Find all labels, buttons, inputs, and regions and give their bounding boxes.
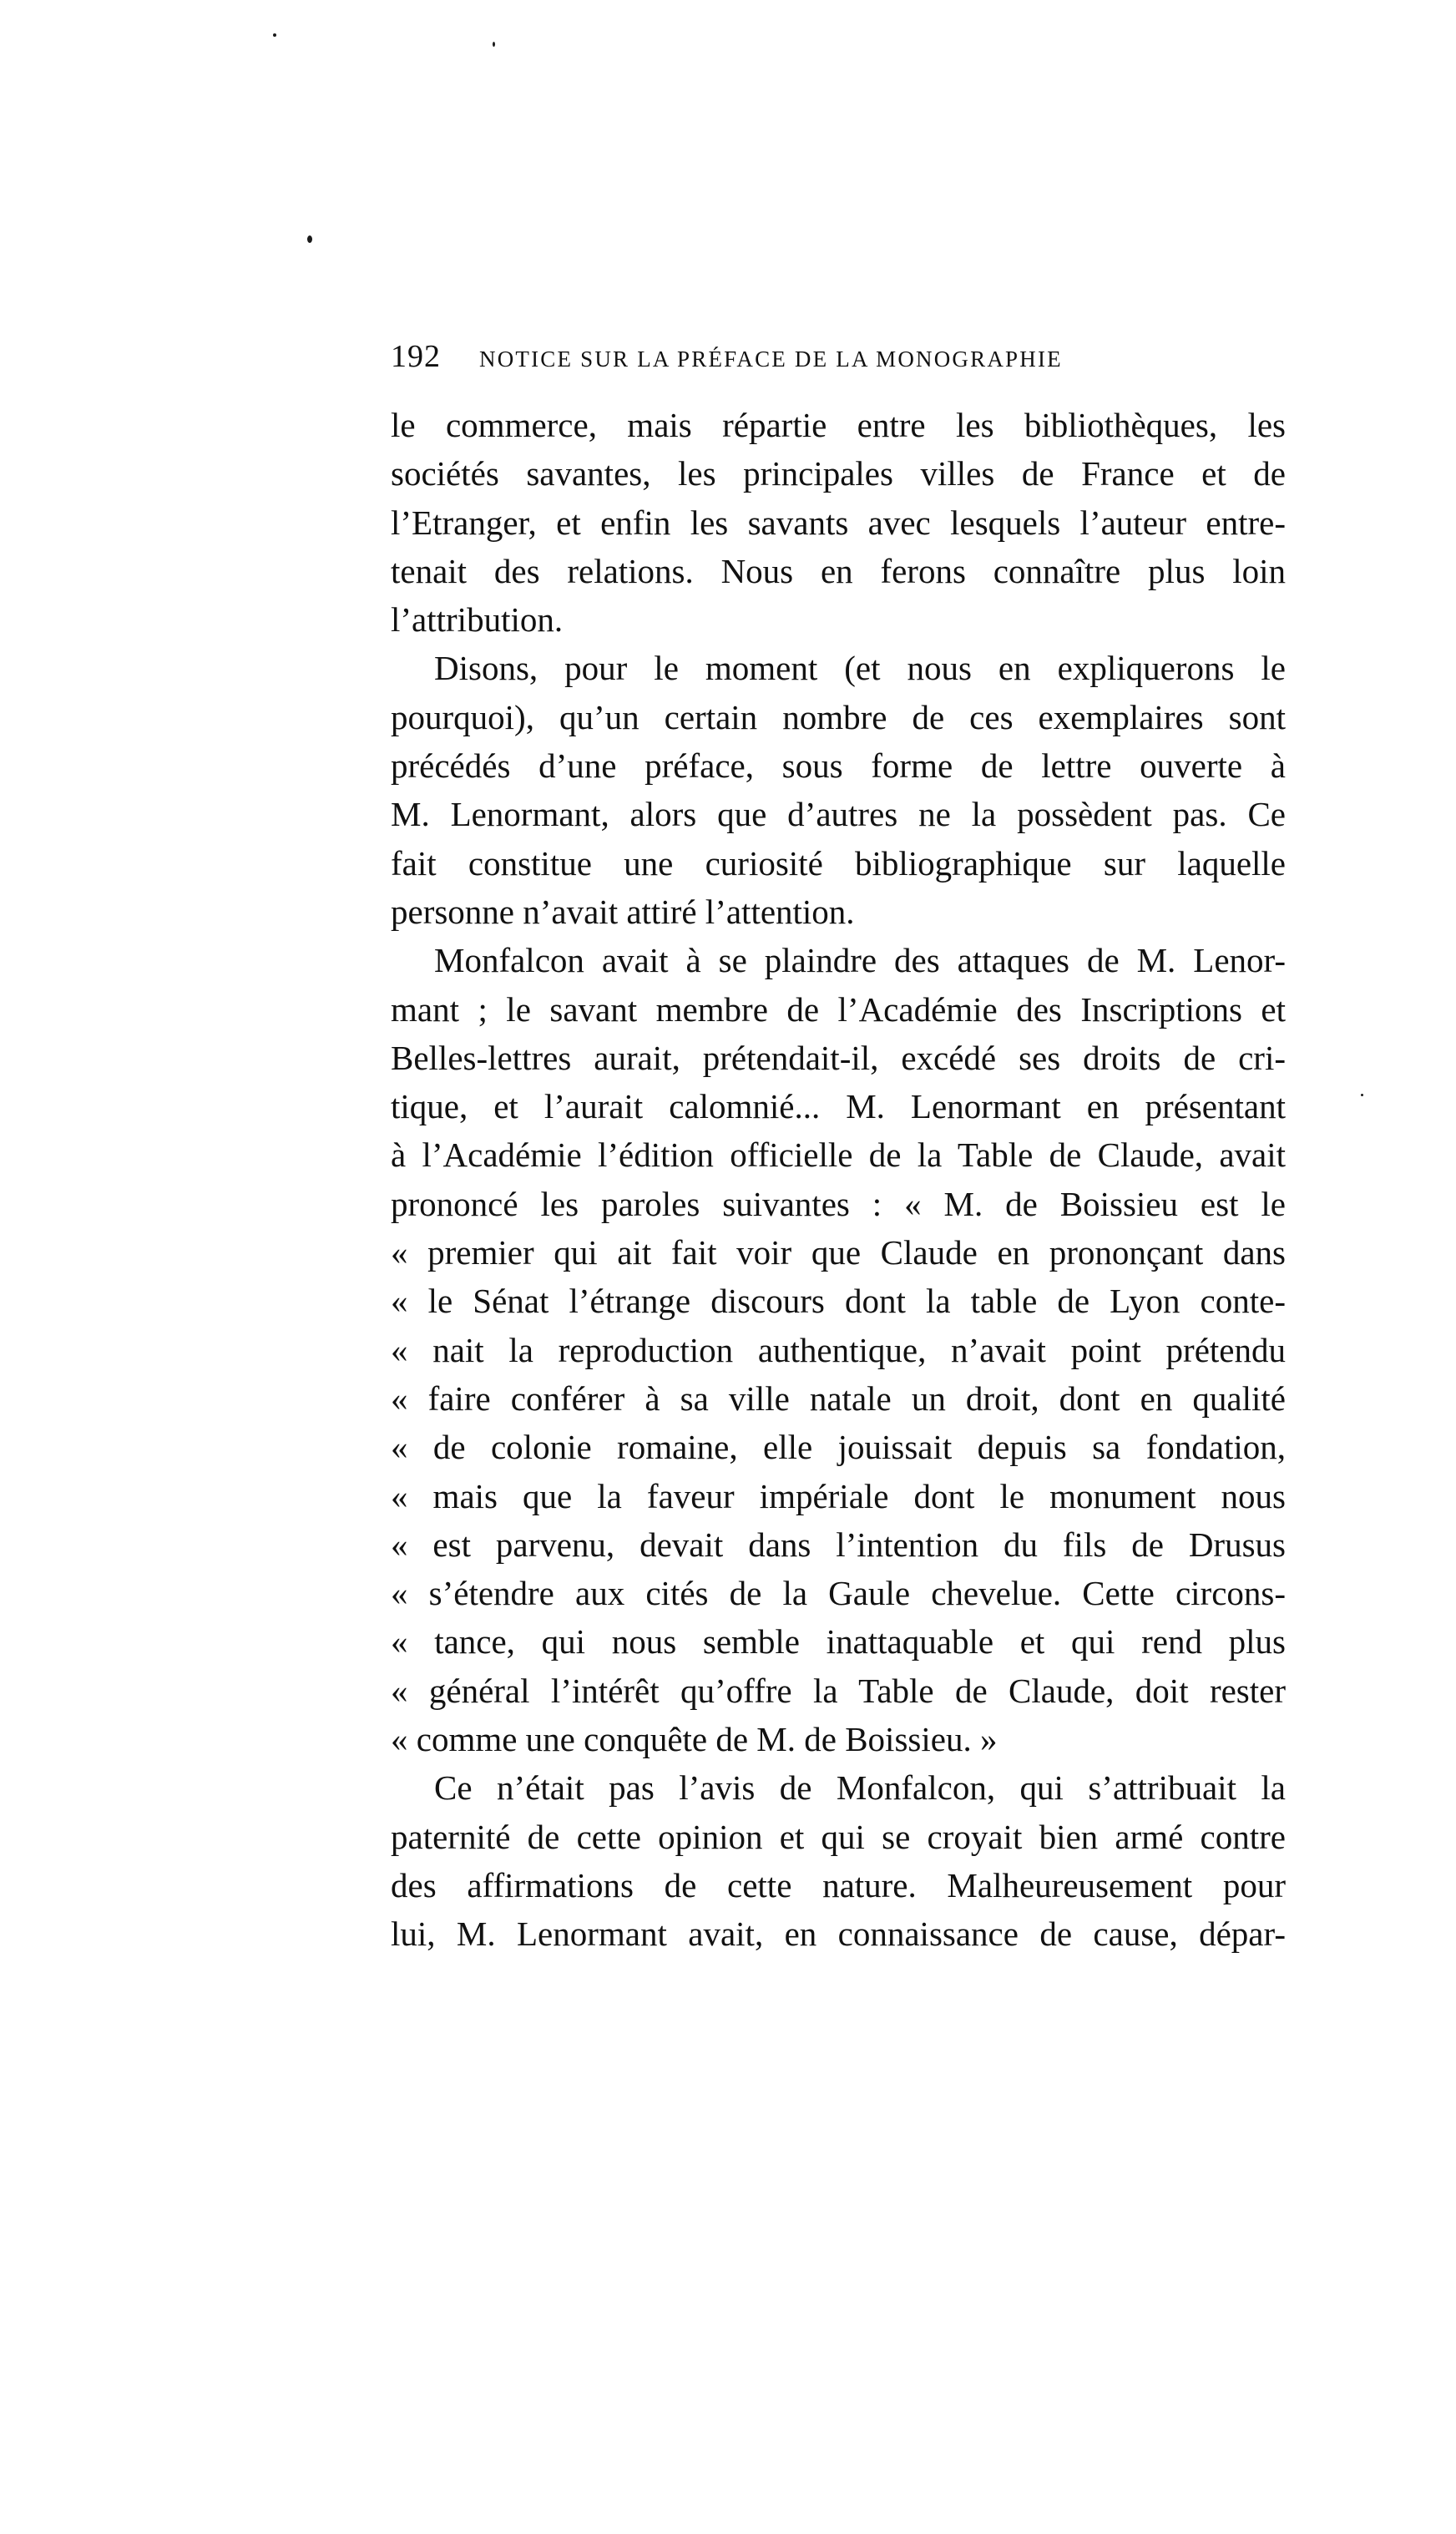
scan-speck (273, 33, 276, 37)
quote-line: « le Sénat l’étrange discours dont la table de Lyon conte- (391, 1282, 1286, 1321)
quote-line: « nait la reproduction authentique, n’avait point prétendu (391, 1330, 1286, 1369)
text-line: l’attribution. (391, 600, 564, 640)
text-line: tenait des relations. Nous en ferons connaître plus loin (391, 551, 1286, 590)
scan-speck (1361, 1094, 1363, 1096)
running-title: NOTICE SUR LA PRÉFACE DE LA MONOGRAPHIE (479, 346, 1063, 372)
text-line: le commerce, mais répartie entre les bibliothèques, les (391, 406, 1286, 444)
quote-line: « de colonie romaine, elle jouissait depuis sa fondation, (391, 1428, 1286, 1467)
text-line: pourquoi), qu’un certain nombre de ces exemplaires sont (391, 697, 1286, 736)
text-line: Disons, pour le moment (et nous en expliquerons le (434, 649, 1286, 688)
quote-line: « est parvenu, devait dans l’intention du fils de Drusus (391, 1525, 1286, 1564)
text-line: Belles-lettres aurait, prétendait-il, excédé ses droits de cri- (391, 1038, 1286, 1077)
quote-line: « faire conférer à sa ville natale un droit, dont en qualité (391, 1378, 1286, 1418)
body-text (391, 401, 1286, 1959)
quote-line: « mais que la faveur impériale dont le monument nous (391, 1476, 1286, 1515)
text-line: Ce n’était pas l’avis de Monfalcon, qui s’attribuait la (434, 1768, 1286, 1808)
scan-speck (307, 235, 312, 243)
quote-line: « général l’intérêt qu’offre la Table de Claude, doit rester (391, 1671, 1286, 1710)
text-line: sociétés savantes, les principales villes de France et de (391, 454, 1286, 493)
text-line: lui, M. Lenormant avait, en connaissance de cause, dépar- (391, 1914, 1286, 1954)
quote-line: « tance, qui nous semble inattaquable et qui rend plus (391, 1622, 1286, 1662)
text-line: l’Etranger, et enfin les savants avec lesquels l’auteur entre- (391, 503, 1286, 542)
running-header (391, 338, 1286, 375)
quote-line: « premier qui ait fait voir que Claude en prononçant dans (391, 1233, 1286, 1272)
scan-speck (493, 42, 495, 47)
text-line: personne n’avait attiré l’attention. (391, 892, 855, 931)
text-line: prononcé les paroles suivantes : « M. de Boissieu est le (391, 1184, 1286, 1223)
text-line: Monfalcon avait à se plaindre des attaques de M. Lenor- (434, 941, 1286, 980)
text-line: tique, et l’aurait calomnié... M. Lenormant en présentant (391, 1087, 1286, 1126)
text-line: paternité de cette opinion et qui se croyait bien armé contre (391, 1817, 1286, 1856)
paragraph (391, 644, 1286, 936)
quote-line: « s’étendre aux cités de la Gaule chevelue. Cette circons- (391, 1574, 1286, 1613)
text-line: fait constitue une curiosité bibliographique sur laquelle (391, 843, 1286, 883)
page-number: 192 (391, 339, 441, 374)
text-line: mant ; le savant membre de l’Académie des Inscriptions et (391, 989, 1286, 1029)
paragraph (391, 401, 1286, 644)
quote-line: « comme une conquête de M. de Boissieu. » (391, 1720, 998, 1759)
paragraph (391, 936, 1286, 1763)
text-line: précédés d’une préface, sous forme de lettre ouverte à (391, 746, 1286, 786)
text-line: des affirmations de cette nature. Malheureusement pour (391, 1865, 1286, 1904)
text-line: M. Lenormant, alors que d’autres ne la possèdent pas. Ce (391, 795, 1286, 834)
paragraph (391, 1763, 1286, 1958)
text-line: à l’Académie l’édition officielle de la Table de Claude, avait (391, 1135, 1286, 1175)
